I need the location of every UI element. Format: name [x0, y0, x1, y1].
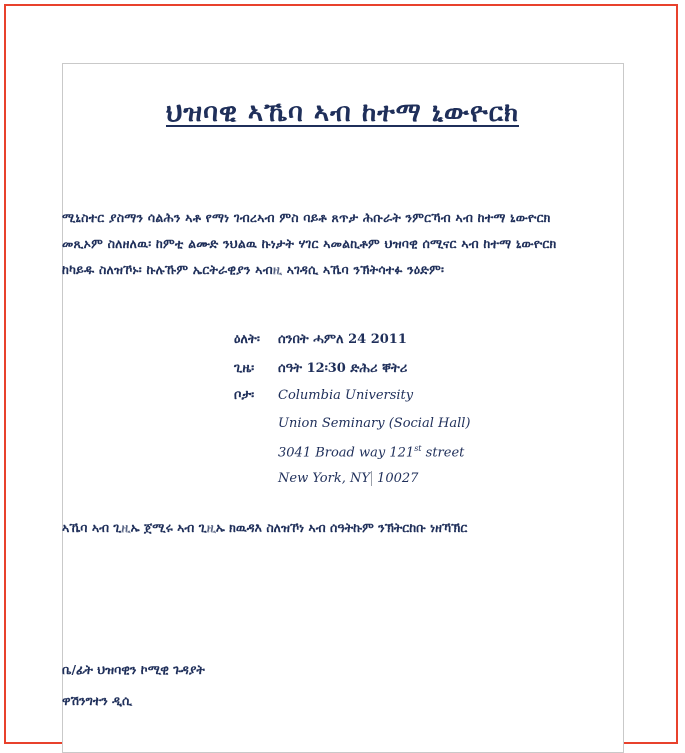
- intro-paragraph: [62, 205, 622, 283]
- intro-line: መጺኦም ስለዘለዉ፡ ከምቲ ልሙድ ንህልዉ ኩነታት ሃገር ኣመልኪቶም ህዝባዊ ሰሚናር ኣብ ከተማ ኒውዮርክ: [62, 236, 557, 251]
- address-zip: 10027: [372, 471, 419, 486]
- place-label: ቦታ፡: [234, 388, 255, 403]
- address-city: New York, NY: [278, 471, 370, 486]
- address-street-suffix: street: [421, 445, 465, 461]
- signature-location: ዋሽንግተን ዲሲ: [62, 693, 133, 708]
- document-page: [62, 63, 624, 753]
- time-label: ጊዜ፡: [234, 361, 255, 376]
- place-line-4: [278, 471, 418, 486]
- intro-line: ከካይዱ ስለዝኾኑ፡ ኩሉኹም ኤርትራዊያን ኣብዚ ኣገዳሲ ኣኼባ ንኽትሳተፉ ንዕድም፡: [62, 262, 445, 277]
- place-line-1: Columbia University: [278, 388, 414, 403]
- closing-paragraph: ኣኼባ ኣብ ጊዚኡ ጀሚሩ ኣብ ጊዚኡ ክዉዳእ ስለዝኾነ ኣብ ሰዓትኩም ንኽትርከቡ ነዘኻኽር: [62, 520, 468, 535]
- place-line-3: [278, 444, 464, 460]
- date-value: ሰንበት ሓምለ 24 2011: [278, 332, 407, 347]
- intro-line: ሚኒስተር ያስማን ሳልሕን ኣቶ የማነ ገብረኣብ ምስ ባይቶ ጸጥታ ሕቡራት ንምርኻብ ኣብ ከተማ ኒውዮርክ: [62, 210, 551, 225]
- time-value: ሰዓት 12፡30 ድሕሪ ቐትሪ: [278, 361, 408, 376]
- date-label: ዕለት፡: [234, 332, 260, 347]
- ordinal-suffix: st: [414, 444, 422, 453]
- document-title: ህዝባዊ ኣኼባ ኣብ ከተማ ኒውዮርክ: [165, 98, 519, 128]
- text-cursor: [371, 471, 372, 486]
- place-line-2: Union Seminary (Social Hall): [278, 416, 471, 431]
- address-street: 3041 Broad way 121: [278, 445, 415, 461]
- signature-office: ቤ/ፊት ህዝባዊን ኮሚዊ ጉዳያት: [62, 662, 205, 677]
